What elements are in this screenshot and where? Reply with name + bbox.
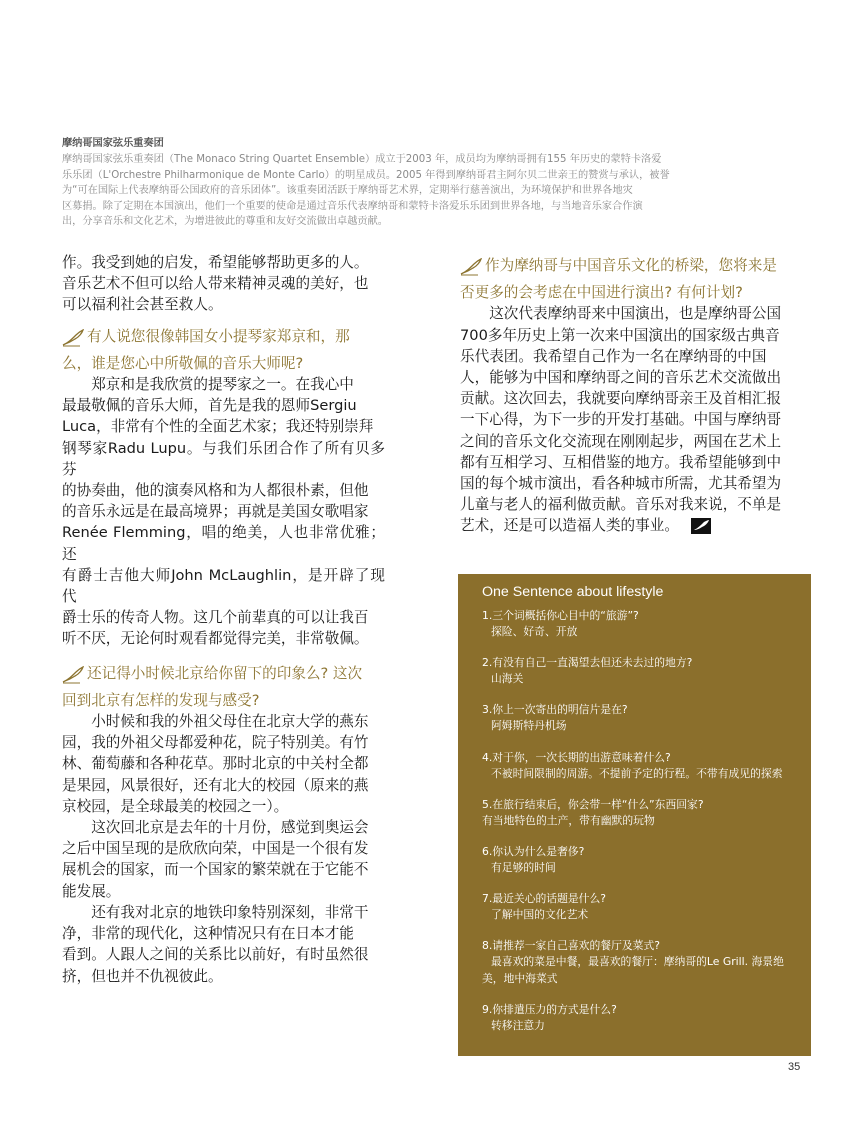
text-line: 儿童与老人的福利做贡献。音乐对我来说，不单是 [460, 496, 782, 514]
lifestyle-answer: 转移注意力 [491, 1018, 545, 1032]
text-line: Renée Flemming，唱的绝美，人也非常优雅；还 [62, 524, 385, 563]
sidebar-line: 乐乐团（L'Orchestre Philharmonique de Monte Carlo）的明星成员。2005 年得到摩纳哥君主阿尔贝二世亲王的赞赏与承认，被誉 [62, 169, 670, 181]
lifestyle-question: 3.你上一次寄出的明信片是在? [482, 703, 628, 717]
end-mark-icon [691, 518, 711, 540]
text-line: 最最敬佩的音乐大师，首先是我的恩师Sergiu [62, 397, 357, 415]
lifestyle-item [482, 702, 802, 734]
lifestyle-answer: 有足够的时间 [491, 861, 556, 875]
text-line: 听不厌，无论何时观看都觉得完美，非常敬佩。 [62, 630, 369, 648]
sidebar-line: 区募捐。除了定期在本国演出，他们一个重要的使命是通过音乐代表摩纳哥和蒙特卡洛爱乐乐团到世界各地，与当地音乐家合作演 [62, 200, 643, 212]
text-line: 乐代表团。我希望自己作为一名在摩纳哥的中国 [460, 347, 767, 365]
text-line: 爵士乐的传奇人物。这几个前辈真的可以让我百 [62, 609, 369, 627]
lifestyle-item [482, 938, 802, 986]
text-line: 这次代表摩纳哥来中国演出，也是摩纳哥公国 [489, 305, 782, 323]
lifestyle-box [458, 574, 811, 1056]
text-line: 之后中国呈现的是欣欣向荣，中国是一个很有发 [62, 840, 369, 858]
lifestyle-answer: 有当地特色的土产，带有幽默的玩物 [482, 813, 655, 827]
text-line: 音乐艺术不但可以给人带来精神灵魂的美好，也 [62, 275, 369, 293]
text-line: 展机会的国家，而一个国家的繁荣就在于它能不 [62, 861, 369, 879]
text-line: 这次回北京是去年的十月份，感觉到奥运会 [91, 819, 369, 837]
text-line: Luca，非常有个性的全面艺术家；我还特别崇拜 [62, 418, 374, 436]
text-line: 的音乐永远是在最高境界；再就是美国女歌唱家 [62, 503, 369, 521]
text-line: 人，能够为中国和摩纳哥之间的音乐艺术交流做出 [460, 369, 782, 387]
sidebar-line: 摩纳哥国家弦乐重奏团（The Monaco String Quartet Ensemble）成立于2003 年，成员均为摩纳哥拥有155 年历史的蒙特卡洛爱 [62, 154, 662, 166]
text-line: 700多年历史上第一次来中国演出的国家级古典音 [460, 326, 780, 344]
quill-pen-icon [62, 666, 84, 690]
lifestyle-answer: 美，地中海菜式 [482, 971, 558, 985]
lifestyle-answer: 最喜欢的菜是中餐，最喜欢的餐厅：摩纳哥的Le Grill. 海景绝 [491, 955, 784, 969]
text-line: 有爵士吉他大师John McLaughlin，是开辟了现代 [62, 566, 385, 606]
text-line: 京校园，是全球最美的校园之一）。 [62, 797, 289, 815]
text-line: 能发展。 [62, 882, 121, 900]
lifestyle-answer: 山海关 [491, 672, 524, 686]
question-heading-line: 么，谁是您心中所敬佩的音乐大师呢? [62, 354, 304, 372]
text-line: 钢琴家Radu Lupu。与我们乐团合作了所有贝多芬 [62, 439, 385, 478]
text-line: 可以福利社会甚至救人。 [62, 296, 223, 314]
text-line: 之间的音乐文化交流现在刚刚起步，两国在艺术上 [460, 432, 782, 450]
lifestyle-question: 2.有没有自己一直渴望去但还未去过的地方? [482, 656, 693, 670]
lifestyle-question: 5.在旅行结束后，你会带一样“什么”东西回家? [482, 797, 704, 811]
text-line: 看到。人跟人之间的关系比以前好，有时虽然很 [62, 946, 369, 964]
lifestyle-item [482, 797, 802, 829]
text-line: 园，我的外祖父母都爱种花，院子特别美。有竹 [62, 734, 369, 752]
text-line: 挤，但也并不仇视彼此。 [62, 967, 223, 985]
text-line: 林、葡萄藤和各种花草。那时北京的中关村全都 [62, 755, 369, 773]
lifestyle-item [482, 1002, 802, 1034]
sidebar-line: 为“可在国际上代表摩纳哥公国政府的音乐团体”。该重奏团活跃于摩纳哥艺术界，定期举行慈善演出，为环境保护和世界各地灾 [62, 185, 633, 197]
question-heading: 还记得小时候北京给你留下的印象么? 这次 [62, 663, 385, 690]
text-line: 贡献。这次回去，我就要向摩纳哥亲王及首相汇报 [460, 390, 782, 408]
right-column [460, 255, 783, 541]
question-heading-line: 回到北京有怎样的发现与感受? [62, 691, 260, 709]
text-line: 小时候和我的外祖父母住在北京大学的燕东 [91, 713, 369, 731]
question-heading-line: 否更多的会考虑在中国进行演出? 有何计划? [460, 284, 743, 302]
lifestyle-answer: 了解中国的文化艺术 [491, 908, 589, 922]
text-line: 是果园，风景很好，还有北大的校园（原来的燕 [62, 776, 369, 794]
sidebar-line: 出，分享音乐和文化艺术，为增进彼此的尊重和友好交流做出卓越贡献。 [62, 216, 388, 228]
lifestyle-item [482, 844, 802, 876]
lifestyle-question: 8.请推荐一家自己喜欢的餐厅及菜式? [482, 939, 660, 953]
lifestyle-answer: 阿姆斯特丹机场 [491, 719, 567, 733]
text-line: 作。我受到她的启发，希望能够帮助更多的人。 [62, 254, 369, 271]
lifestyle-question: 4.对于你，一次长期的出游意味着什么? [482, 750, 671, 764]
lifestyle-list [482, 608, 802, 1049]
lifestyle-item [482, 750, 802, 782]
lifestyle-answer: 不被时间限制的周游。不提前予定的行程。不带有成见的探索 [491, 766, 783, 780]
lifestyle-item [482, 891, 802, 923]
text-line: 艺术，还是可以造福人类的事业。 [460, 515, 783, 540]
page-number: 35 [788, 1061, 801, 1073]
sidebar-note [62, 136, 712, 229]
text-line: 国的每个城市演出，看各种城市所需，尤其希望为 [460, 475, 782, 493]
lifestyle-question: 1.三个词概括你心目中的“旅游”? [482, 609, 639, 622]
lifestyle-title: One Sentence about lifestyle [482, 584, 664, 600]
lifestyle-question: 6.你认为什么是奢侈? [482, 844, 585, 858]
left-column [62, 252, 385, 987]
text-line: 一下心得，为下一步的开发打基础。中国与摩纳哥 [460, 411, 782, 429]
sidebar-title: 摩纳哥国家弦乐重奏团 [62, 138, 164, 149]
text-line: 还有我对北京的地铁印象特别深刻，非常干 [91, 903, 369, 921]
lifestyle-item [482, 655, 802, 687]
quill-pen-icon [460, 258, 482, 282]
quill-pen-icon [62, 329, 84, 353]
lifestyle-question: 7.最近关心的话题是什么? [482, 892, 606, 906]
text-line: 郑京和是我欣赏的提琴家之一。在我心中 [91, 376, 354, 394]
lifestyle-answer: 探险、好奇、开放 [491, 625, 578, 639]
text-line: 净，非常的现代化，这种情况只有在日本才能 [62, 925, 354, 943]
lifestyle-question: 9.你排遣压力的方式是什么? [482, 1002, 617, 1016]
lifestyle-item [482, 608, 802, 640]
question-heading: 作为摩纳哥与中国音乐文化的桥梁，您将来是 [460, 255, 783, 282]
text-line: 的协奏曲，他的演奏风格和为人都很朴素，但他 [62, 482, 369, 500]
question-heading: 有人说您很像韩国女小提琴家郑京和，那 [62, 326, 385, 353]
text-line: 都有互相学习、互相借鉴的地方。我希望能够到中 [460, 453, 782, 471]
